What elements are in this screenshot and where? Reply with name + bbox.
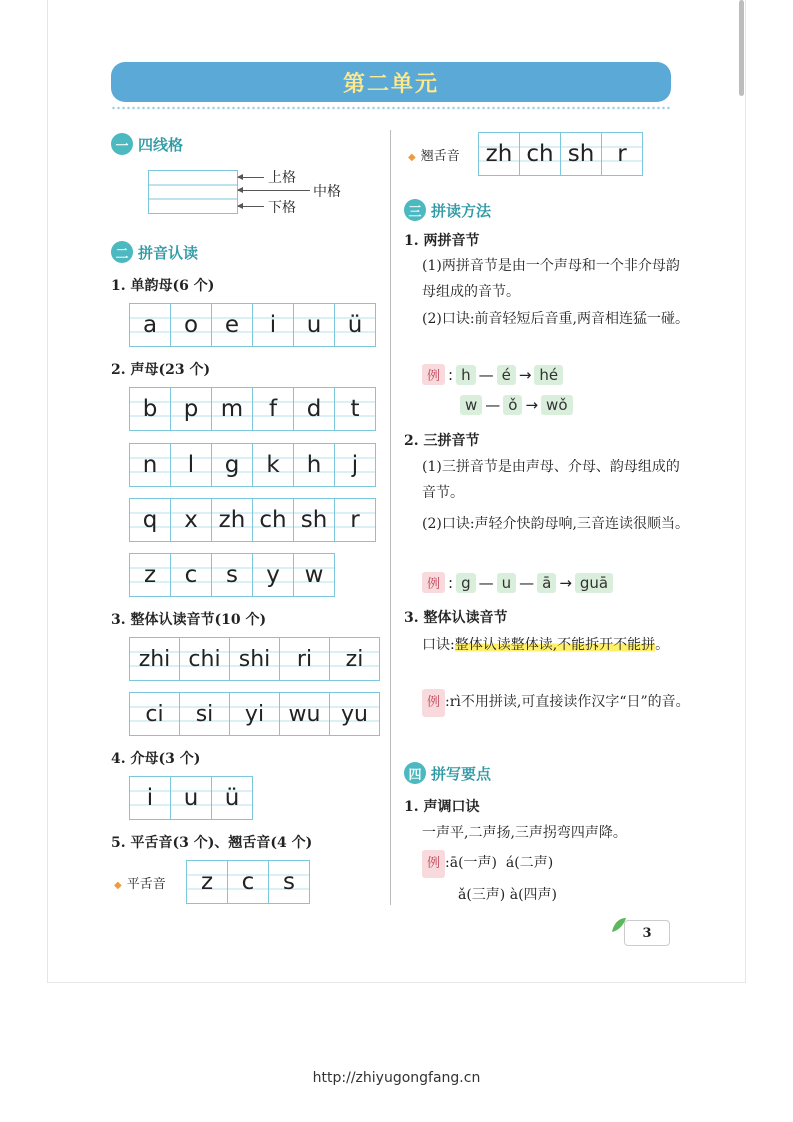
pinyin-cell: e	[212, 304, 253, 346]
label-middle: 中格	[313, 184, 341, 200]
tone-example-line-2: ǎ(三声) à(四声)	[458, 887, 557, 903]
pinyin-cell: c	[228, 861, 269, 903]
initials-grid-row-3	[129, 498, 376, 542]
rhyme-prefix: 口诀:	[422, 637, 455, 653]
initials-grid-row-2	[129, 443, 376, 487]
section-title: 拼读方法	[431, 201, 492, 220]
section-number: 二	[111, 241, 133, 263]
four-line-grid	[148, 170, 238, 214]
pinyin-cell: wu	[280, 693, 330, 735]
pinyin-cell: i	[130, 777, 171, 819]
pinyin-cell: si	[180, 693, 230, 735]
flat-tongue-grid	[186, 860, 310, 904]
pinyin-cell: h	[294, 444, 335, 486]
diamond-bullet-icon: ◆	[408, 152, 416, 163]
pinyin-cell: z	[130, 554, 171, 596]
diamond-bullet-icon: ◆	[114, 880, 122, 891]
colon: :	[448, 573, 454, 592]
medials-heading: 4. 介母(3 个)	[111, 751, 201, 767]
pinyin-cell: y	[253, 554, 294, 596]
two-part-heading: 1. 两拼音节	[404, 233, 480, 249]
single-finals-heading: 1. 单韵母(6 个)	[111, 278, 215, 294]
pinyin-cell: g	[212, 444, 253, 486]
pinyin-cell: w	[294, 554, 334, 596]
tone-example-line-1	[422, 850, 692, 878]
pinyin-cell: u	[171, 777, 212, 819]
rhyme-end: 。	[655, 637, 670, 653]
two-part-example-1	[422, 364, 563, 385]
pinyin-cell: sh	[561, 133, 602, 175]
section-header-2	[111, 241, 198, 263]
initials-grid-row-1	[129, 387, 376, 431]
section-title: 四线格	[138, 135, 184, 154]
three-part-paragraph-2: (2)口诀:声轻介快韵母响,三音连读很顺当。	[422, 516, 689, 532]
pinyin-cell: ri	[280, 638, 330, 680]
pinyin-cell: r	[602, 133, 642, 175]
example-token: —	[478, 365, 494, 384]
example-token: —	[485, 396, 501, 414]
example-token: ā	[537, 573, 556, 593]
pinyin-cell: l	[171, 444, 212, 486]
pinyin-cell: yu	[330, 693, 379, 735]
pinyin-cell: f	[253, 388, 294, 430]
unit-title-banner: 第二单元	[111, 62, 671, 102]
arrow-middle	[238, 190, 310, 191]
example-tag: 例	[422, 850, 445, 878]
pinyin-cell: p	[171, 388, 212, 430]
section-header-1	[111, 133, 183, 155]
pinyin-cell: s	[212, 554, 253, 596]
pinyin-cell: ü	[335, 304, 375, 346]
pinyin-cell: b	[130, 388, 171, 430]
pinyin-cell: yi	[230, 693, 280, 735]
whole-reading-rhyme	[422, 632, 692, 658]
whole-reading-note: :rì不用拼读,可直接读作汉字“日”的音。	[445, 694, 690, 710]
three-part-heading: 2. 三拼音节	[404, 433, 480, 449]
example-token: hé	[534, 365, 563, 385]
colon: :	[448, 365, 454, 384]
tone-heading: 1. 声调口诀	[404, 799, 480, 815]
retroflex-grid	[478, 132, 643, 176]
section-title: 拼写要点	[431, 764, 492, 783]
single-finals-grid	[129, 303, 376, 347]
example-token: wǒ	[541, 395, 572, 415]
section-header-3	[404, 199, 491, 221]
pinyin-cell: shi	[230, 638, 280, 680]
pinyin-cell: ci	[130, 693, 180, 735]
pinyin-cell: q	[130, 499, 171, 541]
arrow-top	[238, 177, 264, 178]
whole-syllables-row-1	[129, 637, 380, 681]
banner-dots	[111, 105, 671, 111]
pinyin-cell: zh	[212, 499, 253, 541]
three-part-paragraph-1: (1)三拼音节是由声母、介母、韵母组成的音节。	[422, 459, 680, 501]
whole-reading-example	[422, 689, 692, 717]
pinyin-cell: k	[253, 444, 294, 486]
medials-grid	[129, 776, 253, 820]
three-part-example	[422, 572, 613, 593]
example-token: u	[497, 573, 517, 593]
pinyin-cell: m	[212, 388, 253, 430]
example-tag: 例	[422, 689, 445, 717]
tongue-heading: 5. 平舌音(3 个)、翘舌音(4 个)	[111, 835, 313, 851]
pinyin-cell: u	[294, 304, 335, 346]
pinyin-cell: z	[187, 861, 228, 903]
page-number: 3	[624, 920, 670, 946]
section-number: 三	[404, 199, 426, 221]
footer-url[interactable]: http://zhiyugongfang.cn	[312, 1070, 481, 1086]
initials-heading: 2. 声母(23 个)	[111, 362, 211, 378]
example-token: ǒ	[503, 395, 522, 415]
example-token: —	[478, 573, 494, 592]
section-number: 一	[111, 133, 133, 155]
pinyin-cell: a	[130, 304, 171, 346]
arrow-bottom	[238, 206, 264, 207]
tone-rhyme: 一声平,二声扬,三声拐弯四声降。	[422, 825, 627, 841]
two-part-paragraph-2: (2)口诀:前音轻短后音重,两音相连猛一碰。	[422, 311, 689, 327]
pinyin-cell: x	[171, 499, 212, 541]
pinyin-cell: zi	[330, 638, 379, 680]
label-bottom: 下格	[268, 200, 296, 216]
section-title: 拼音认读	[138, 243, 199, 262]
pinyin-cell: c	[171, 554, 212, 596]
pinyin-cell: chi	[180, 638, 230, 680]
pinyin-cell: i	[253, 304, 294, 346]
tone-example-text: :ā(一声) á(二声)	[445, 855, 554, 871]
example-token: g	[456, 573, 476, 593]
flat-tongue-label-row	[114, 873, 166, 892]
pinyin-cell: zh	[479, 133, 520, 175]
whole-syllables-row-2	[129, 692, 380, 736]
pinyin-cell: ü	[212, 777, 252, 819]
rhyme-highlight: 整体认读整体读,不能拆开不能拼	[454, 637, 656, 653]
pinyin-cell: ch	[253, 499, 294, 541]
whole-reading-heading: 3. 整体认读音节	[404, 610, 508, 626]
label-top: 上格	[268, 170, 296, 186]
two-part-paragraph-1: (1)两拼音节是由一个声母和一个非介母韵母组成的音节。	[422, 258, 680, 300]
example-token: guā	[575, 573, 613, 593]
pinyin-cell: sh	[294, 499, 335, 541]
example-token: →	[559, 573, 572, 592]
pinyin-cell: ch	[520, 133, 561, 175]
pinyin-cell: j	[335, 444, 375, 486]
pinyin-cell: r	[335, 499, 375, 541]
example-tag: 例	[422, 364, 445, 385]
pinyin-cell: n	[130, 444, 171, 486]
retroflex-label: 翘舌音	[420, 149, 460, 164]
section-number: 四	[404, 762, 426, 784]
example-token: é	[497, 365, 516, 385]
example-token: —	[519, 573, 535, 592]
whole-syllables-heading: 3. 整体认读音节(10 个)	[111, 612, 267, 628]
pinyin-cell: s	[269, 861, 309, 903]
section-header-4	[404, 762, 491, 784]
retroflex-label-row	[408, 145, 460, 164]
initials-grid-row-4	[129, 553, 335, 597]
two-part-example-2	[460, 395, 573, 415]
example-token: →	[518, 365, 532, 384]
scrollbar[interactable]	[739, 0, 744, 96]
pinyin-cell: d	[294, 388, 335, 430]
example-token: h	[456, 365, 476, 385]
flat-tongue-label: 平舌音	[126, 877, 166, 892]
example-token: →	[525, 396, 539, 414]
pinyin-cell: zhi	[130, 638, 180, 680]
example-tag: 例	[422, 572, 445, 593]
column-divider	[390, 130, 391, 905]
example-token: w	[460, 395, 482, 415]
pinyin-cell: t	[335, 388, 375, 430]
pinyin-cell: o	[171, 304, 212, 346]
